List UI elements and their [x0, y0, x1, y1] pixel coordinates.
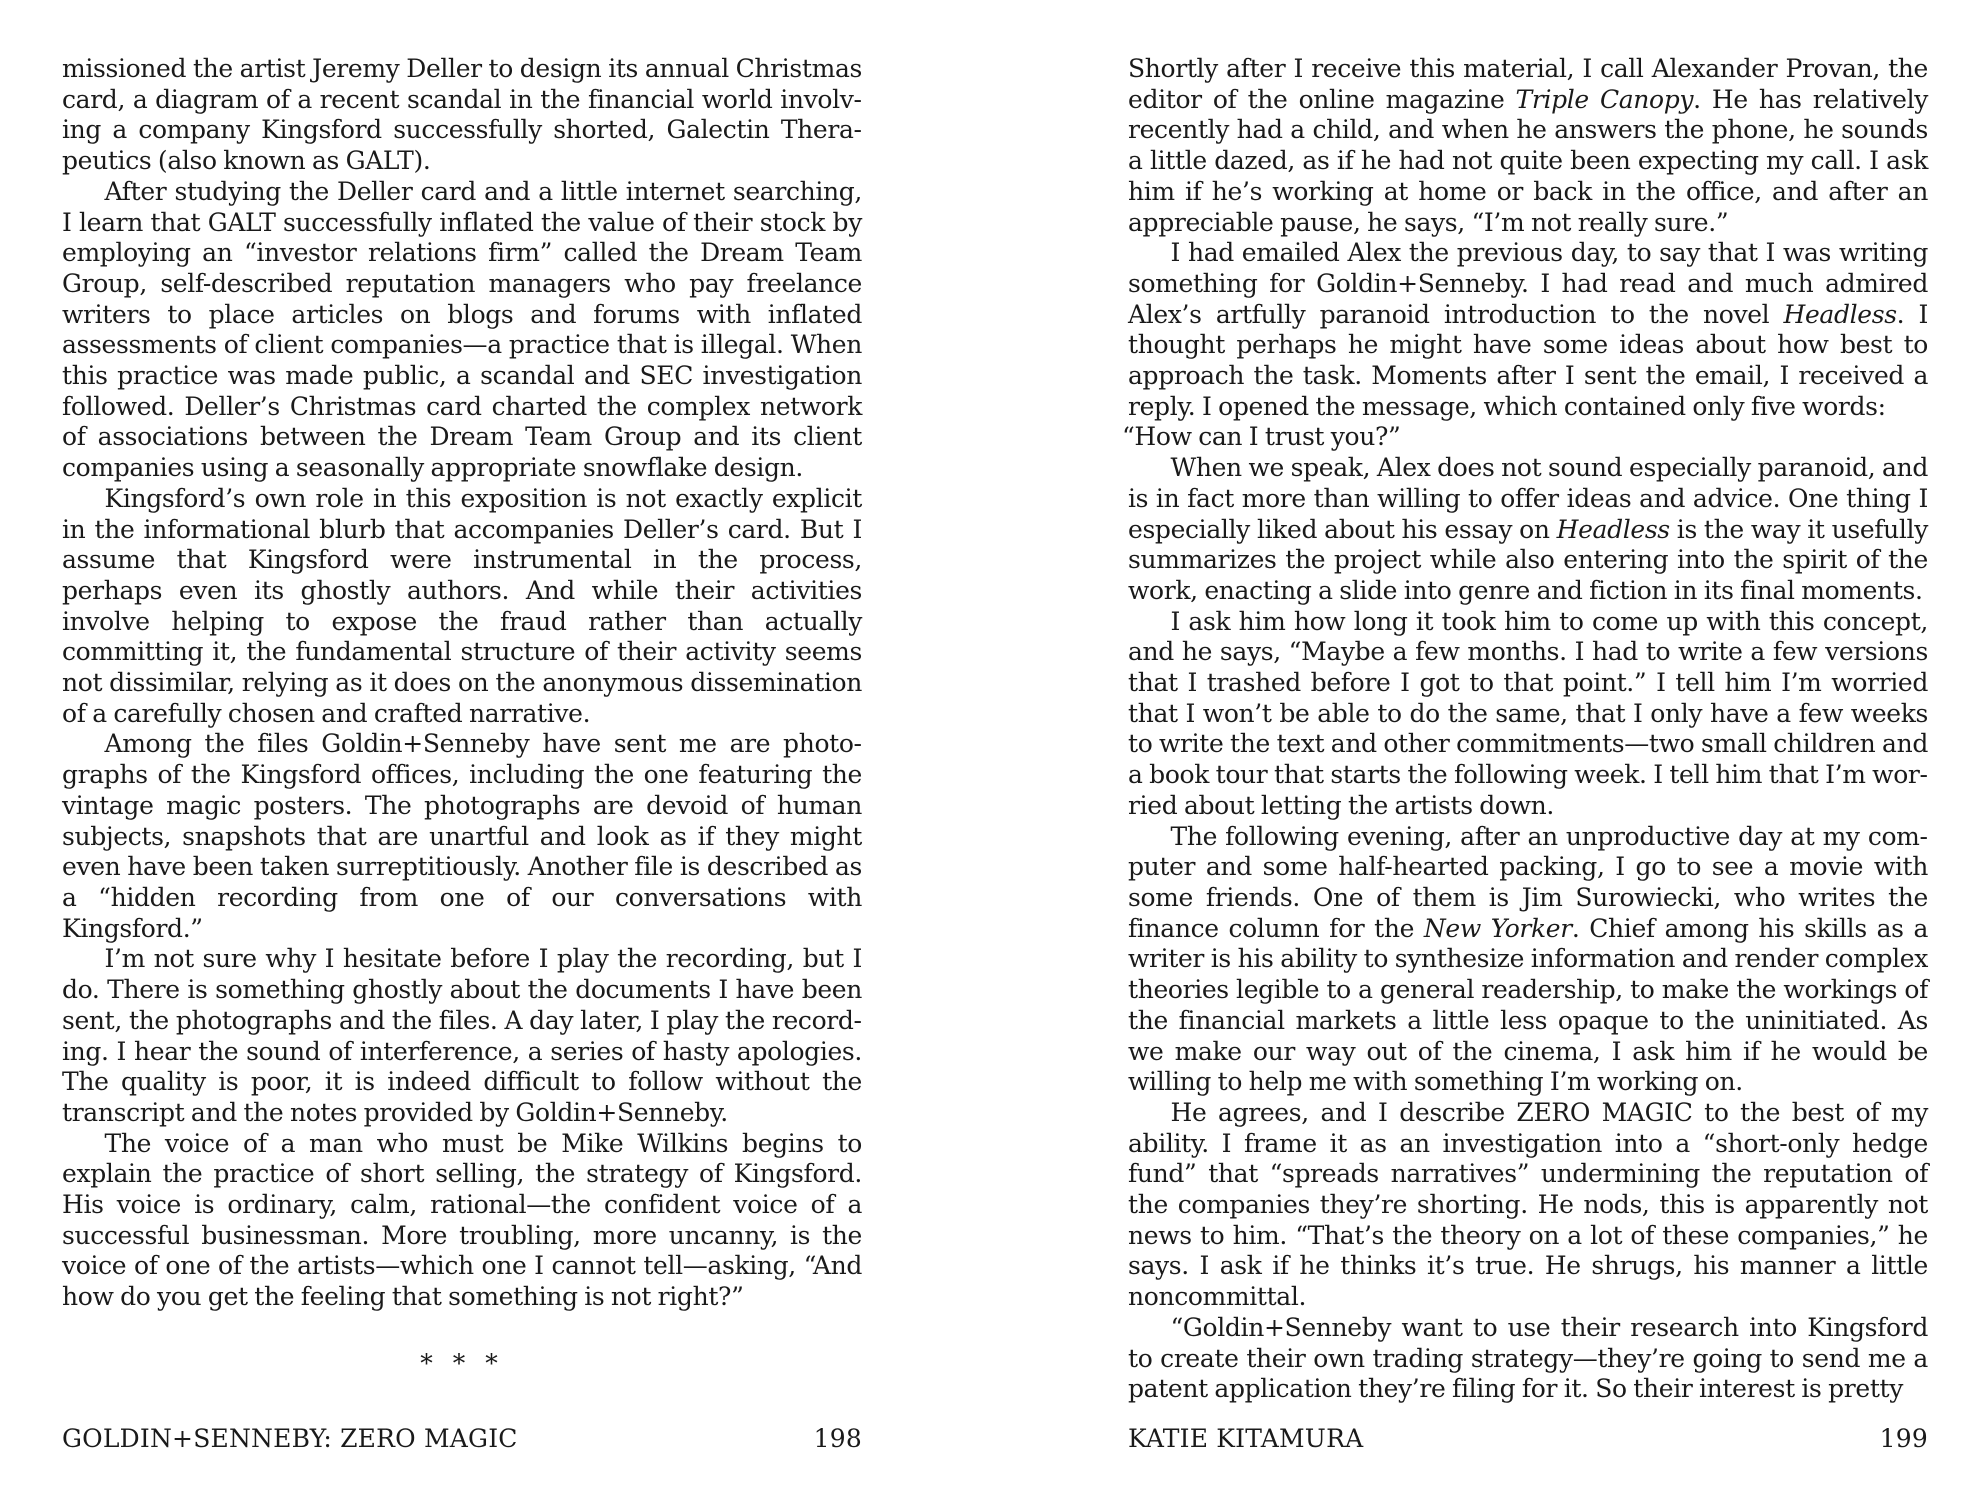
magazine-title: New Yorker — [1423, 913, 1572, 943]
left-page-body — [62, 54, 862, 1313]
paragraph: The voice of a man who must be Mike Wilkins begins to explain the practice of short selling, the strategy of Kingsford. His voice is ordinary, calm, rational—the confident voice of a successful businessman. More troubling, more uncanny, is the voice of one of the artists—which one I cannot tell—asking, “And how do you get the feeling that something is not right?” — [62, 1128, 862, 1312]
text-run: The following evening, after an unproductive day at my computer and some half-hearted packing, I go to see a movie with some friends. One of them is Jim Surowiecki, who writes the finance column for the — [1128, 821, 1928, 943]
paragraph — [1122, 422, 1928, 453]
paragraph: Among the files Goldin+Senneby have sent me are photographs of the Kingsford offices, including the one featuring the vintage magic posters. The photographs are devoid of human subjects, snapshots that are unartful and look as if they might even have been taken surreptitiously. Another file is described as a “hidden recording from one of our conversations with Kingsford.” — [62, 729, 862, 943]
section-break: * * * — [420, 1348, 504, 1378]
text-run: I had emailed Alex the previous day, to say that I was writing something for Goldin+Senneby. I had read and much admired Alex’s artfully paranoid introduction to the novel — [1128, 238, 1928, 329]
right-page — [1122, 54, 1928, 1453]
text-run: is the way it usefully summarizes the project while also entering into the spirit of the work, enacting a slide into genre and fiction in its final moments. — [1128, 514, 1928, 605]
text-run: When we speak, Alex does not sound especially paranoid, and is in fact more than willing to offer ideas and advice. One thing I especially liked about his essay on — [1128, 453, 1928, 544]
paragraph: After studying the Deller card and a little internet searching, I learn that GALT successfully inflated the value of their stock by employing an “investor relations firm” called the Dream Team Group, self-described reputation managers who pay freelance writers to place articles on blogs and forums with inflated assessments of client companies—a practice that is illegal. When this practice was made public, a scandal and SEC investigation followed. Deller’s Christmas card charted the complex network of associations between the Dream Team Group and its client companies using a seasonally appropriate snowflake design. — [62, 176, 862, 483]
paragraph: missioned the artist Jeremy Deller to design its annual Christmas card, a diagram of a recent scandal in the financial world involving a company Kingsford successfully shorted, Galectin Therapeutics (also known as GALT). — [62, 54, 862, 176]
page-number: 199 — [1879, 1424, 1928, 1453]
running-title: KATIE KITAMURA — [1128, 1424, 1364, 1453]
text-run: . He has relatively recently had a child, and when he answers the phone, he sounds a little dazed, as if he had not quite been expecting my call. I ask him if he’s working at home or back in the office, and after an appreciable pause, he says, “I’m not really sure.” — [1128, 84, 1928, 237]
paragraph: Kingsford’s own role in this exposition is not exactly explicit in the informational blurb that accompanies Deller’s card. But I assume that Kingsford were instrumental in the process, perhaps even its ghostly authors. And while their activities involve helping to expose the fraud rather than actually committing it, the fundamental structure of their activity seems not dissimilar, relying as it does on the anonymous dissemination of a carefully chosen and crafted narrative. — [62, 483, 862, 728]
text-run: “Goldin+Senneby want to use their research into Kingsford to create their own trading strategy—they’re going to send me a patent application they’re filing for it. So their interest is pretty — [1128, 1312, 1928, 1404]
paragraph — [1128, 238, 1928, 422]
paragraph — [1128, 607, 1928, 822]
left-page — [62, 54, 862, 1453]
right-page-body — [1122, 54, 1928, 1405]
right-page-footer — [1128, 1424, 1928, 1453]
paragraph — [1128, 54, 1928, 238]
text-run: He agrees, and I describe ZERO MAGIC to the best of my ability. I frame it as an investigation into a “short-only hedge fund” that “spreads narratives” undermining the reputation of the companies they’re shorting. He nods, this is apparently not news to him. “That’s the theory on a lot of these companies,” he says. I ask if he thinks it’s true. He shrugs, his manner a little noncommittal. — [1128, 1097, 1928, 1312]
page-number: 198 — [813, 1424, 862, 1453]
text-run: . Chief among his skills as a writer is his ability to synthesize information and render complex theories legible to a general readership, to make the workings of the financial markets a little less opaque to the uninitiated. As we make our way out of the cinema, I ask him if he would be willing to help me with something I’m working on. — [1128, 913, 1928, 1097]
magazine-title: Triple Canopy — [1515, 84, 1694, 114]
text-run: I ask him how long it took him to come up with this concept, and he says, “Maybe a few months. I had to write a few versions that I trashed before I got to that point.” I tell him I’m worried that I won’t be able to do the same, that I only have a few weeks to write the text and other commitments—two small children and a book tour that starts the following week. I tell him that I’m worried about letting the artists down. — [1128, 606, 1928, 820]
text-run: . I thought perhaps he might have some ideas about how best to approach the task. Moments after I sent the email, I received a reply. I opened the message, which contained only five words: — [1128, 299, 1928, 421]
paragraph — [1128, 1313, 1928, 1405]
running-title: GOLDIN+SENNEBY: ZERO MAGIC — [62, 1424, 518, 1453]
paragraph — [1128, 453, 1928, 607]
paragraph: I’m not sure why I hesitate before I play the recording, but I do. There is something ghostly about the documents I have been sent, the photographs and the files. A day later, I play the recording. I hear the sound of interference, a series of hasty apologies. The quality is poor, it is indeed difficult to follow without the transcript and the notes provided by Goldin+Senneby. — [62, 944, 862, 1127]
paragraph — [1128, 1098, 1928, 1313]
text-run: “How can I trust you?” — [1122, 422, 1401, 452]
text-run: Shortly after I receive this material, I call Alexander Provan, the editor of the online magazine — [1128, 54, 1928, 114]
novel-title: Headless — [1783, 299, 1897, 329]
left-page-footer — [62, 1424, 862, 1453]
paragraph — [1128, 822, 1928, 1098]
novel-title: Headless — [1556, 514, 1670, 544]
